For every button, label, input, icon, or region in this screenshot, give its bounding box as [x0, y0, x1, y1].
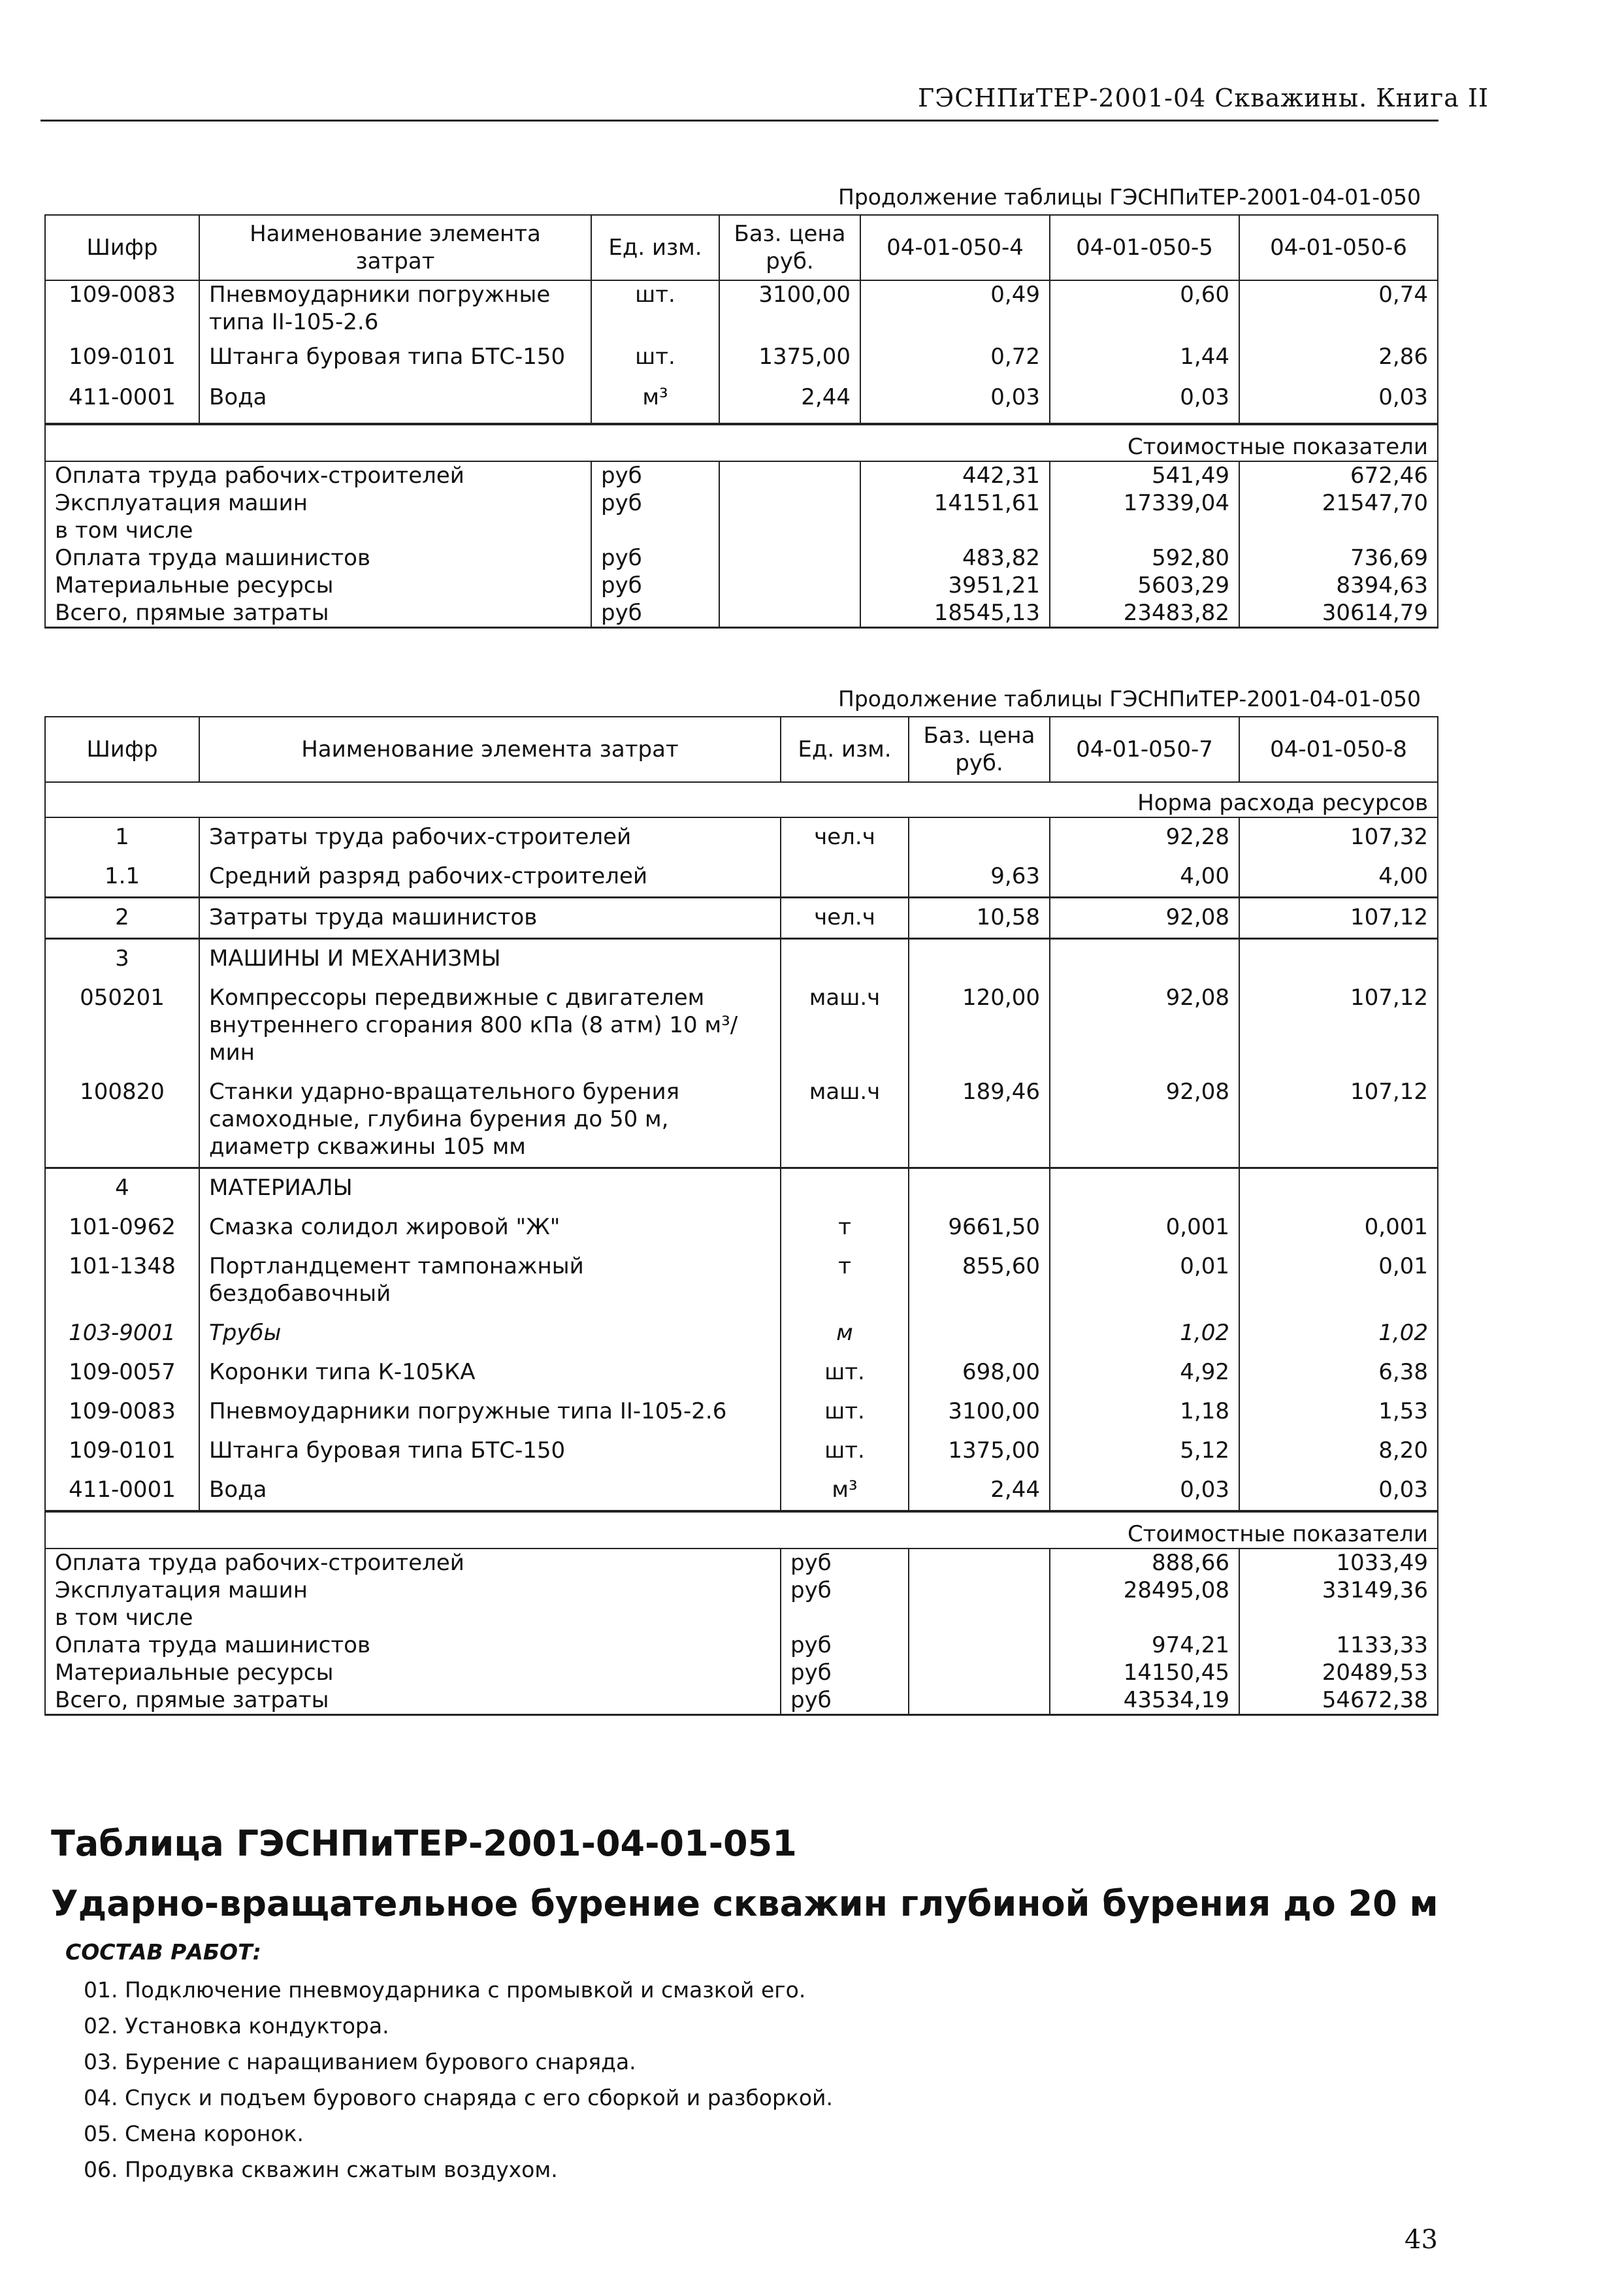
row-code: 109-0101 — [45, 1432, 199, 1471]
total-label: Всего, прямые затраты — [45, 1686, 781, 1715]
total-unit — [591, 517, 719, 544]
total-value: 3951,21 — [860, 572, 1050, 599]
total-label: Материальные ресурсы — [45, 572, 591, 599]
total-unit: руб — [591, 489, 719, 517]
total-label: Оплата труда рабочих-строителей — [45, 1548, 781, 1577]
row-value: 6,38 — [1239, 1353, 1438, 1392]
total-row — [45, 599, 1438, 628]
row-code: 1.1 — [45, 857, 199, 898]
works-item: 02. Установка кондуктора. — [84, 2013, 389, 2039]
row-value: 4,00 — [1239, 857, 1438, 898]
row-unit: чел.ч — [781, 817, 909, 857]
total-empty — [909, 1659, 1050, 1686]
row-value: 107,12 — [1239, 1073, 1438, 1168]
table1-header-row — [45, 215, 1438, 280]
row-value: 92,08 — [1050, 898, 1239, 939]
row-unit: шт. — [591, 343, 719, 384]
total-value: 33149,36 — [1239, 1577, 1438, 1604]
row-unit: т — [781, 1208, 909, 1247]
row-value: 8,20 — [1239, 1432, 1438, 1471]
row-unit — [781, 939, 909, 979]
row-name: Средний разряд рабочих-строителей — [199, 857, 781, 898]
total-label: Материальные ресурсы — [45, 1659, 781, 1686]
row-price: 10,58 — [909, 898, 1050, 939]
table-row — [45, 1353, 1438, 1392]
total-value: 14150,45 — [1050, 1659, 1239, 1686]
total-label: Оплата труда машинистов — [45, 1631, 781, 1659]
total-value — [1050, 517, 1239, 544]
total-value: 17339,04 — [1050, 489, 1239, 517]
total-row — [45, 517, 1438, 544]
row-value: 1,18 — [1050, 1392, 1239, 1432]
total-value: 1033,49 — [1239, 1548, 1438, 1577]
row-unit: чел.ч — [781, 898, 909, 939]
cost-header: Стоимостные показатели — [45, 1511, 1438, 1548]
row-name: МАТЕРИАЛЫ — [199, 1168, 781, 1209]
row-value: 5,12 — [1050, 1432, 1239, 1471]
cost-header: Стоимостные показатели — [45, 424, 1438, 461]
row-value: 0,03 — [1050, 384, 1239, 424]
total-unit: руб — [591, 599, 719, 628]
row-price: 855,60 — [909, 1247, 1050, 1314]
total-label: Всего, прямые затраты — [45, 599, 591, 628]
total-unit: руб — [781, 1631, 909, 1659]
row-value: 107,32 — [1239, 817, 1438, 857]
table-row — [45, 1392, 1438, 1432]
table-subtitle: Ударно-вращательное бурение скважин глубиной бурения до 20 м — [51, 1883, 1438, 1924]
row-value: 107,12 — [1239, 898, 1438, 939]
table-row — [45, 1208, 1438, 1247]
table-row — [45, 857, 1438, 898]
total-value: 23483,82 — [1050, 599, 1239, 628]
table-row — [45, 898, 1438, 939]
row-unit: маш.ч — [781, 1073, 909, 1168]
row-value: 92,08 — [1050, 979, 1239, 1073]
total-value — [1239, 517, 1438, 544]
page-number: 43 — [1405, 2225, 1438, 2255]
row-unit: м³ — [591, 384, 719, 424]
table-row — [45, 1247, 1438, 1314]
row-price: 3100,00 — [909, 1392, 1050, 1432]
total-unit: руб — [591, 544, 719, 572]
total-value: 8394,63 — [1239, 572, 1438, 599]
row-value: 1,53 — [1239, 1392, 1438, 1432]
row-unit: шт. — [781, 1392, 909, 1432]
row-name: Затраты труда рабочих-строителей — [199, 817, 781, 857]
total-value: 974,21 — [1050, 1631, 1239, 1659]
total-unit: руб — [591, 461, 719, 489]
works-item: 04. Спуск и подъем бурового снаряда с его сборкой и разборкой. — [84, 2085, 833, 2110]
cost-header-row — [45, 424, 1438, 461]
total-value: 672,46 — [1239, 461, 1438, 489]
total-row — [45, 572, 1438, 599]
row-code: 3 — [45, 939, 199, 979]
row-code: 411-0001 — [45, 384, 199, 424]
total-row — [45, 1548, 1438, 1577]
table1-continuation: Продолжение таблицы ГЭСНПиТЕР-2001-04-01-050 — [838, 184, 1421, 210]
col-header: Наименование элемента затрат — [199, 215, 591, 280]
total-value: 442,31 — [860, 461, 1050, 489]
row-price — [909, 817, 1050, 857]
row-name: Вода — [199, 1471, 781, 1511]
row-price: 1375,00 — [719, 343, 860, 384]
row-value: 0,60 — [1050, 280, 1239, 343]
row-name: Коронки типа К-105КА — [199, 1353, 781, 1392]
row-value: 2,86 — [1239, 343, 1438, 384]
row-unit: шт. — [591, 280, 719, 343]
row-price: 2,44 — [719, 384, 860, 424]
row-code: 4 — [45, 1168, 199, 1209]
table-row — [45, 384, 1438, 424]
total-row — [45, 489, 1438, 517]
row-value: 0,001 — [1239, 1208, 1438, 1247]
col-header: 04-01-050-7 — [1050, 717, 1239, 782]
col-header: 04-01-050-8 — [1239, 717, 1438, 782]
col-header: Баз. цена руб. — [719, 215, 860, 280]
row-code: 109-0083 — [45, 1392, 199, 1432]
table1-body — [45, 280, 1438, 424]
row-value: 0,03 — [1239, 1471, 1438, 1511]
total-label: Оплата труда машинистов — [45, 544, 591, 572]
total-empty — [719, 461, 860, 489]
row-unit: м³ — [781, 1471, 909, 1511]
row-value: 0,03 — [1050, 1471, 1239, 1511]
works-heading: СОСТАВ РАБОТ: — [65, 1939, 261, 1965]
total-value: 21547,70 — [1239, 489, 1438, 517]
col-header: Шифр — [45, 215, 199, 280]
row-value: 0,49 — [860, 280, 1050, 343]
total-empty — [909, 1631, 1050, 1659]
row-value: 0,001 — [1050, 1208, 1239, 1247]
total-row — [45, 1577, 1438, 1604]
row-value: 1,44 — [1050, 343, 1239, 384]
row-price: 1375,00 — [909, 1432, 1050, 1471]
row-unit: шт. — [781, 1432, 909, 1471]
col-header: Ед. изм. — [591, 215, 719, 280]
table-row — [45, 979, 1438, 1073]
table-row — [45, 817, 1438, 857]
row-value — [1050, 1168, 1239, 1209]
table-row — [45, 939, 1438, 979]
row-code: 411-0001 — [45, 1471, 199, 1511]
table-title: Таблица ГЭСНПиТЕР-2001-04-01-051 — [51, 1823, 797, 1864]
row-price — [909, 1168, 1050, 1209]
norm-header: Норма расхода ресурсов — [45, 782, 1438, 817]
row-price — [909, 1314, 1050, 1353]
total-row — [45, 1686, 1438, 1715]
total-unit: руб — [591, 572, 719, 599]
row-price: 120,00 — [909, 979, 1050, 1073]
col-header: Наименование элемента затрат — [199, 717, 781, 782]
col-header: Баз. цена руб. — [909, 717, 1050, 782]
total-value: 1133,33 — [1239, 1631, 1438, 1659]
cost-header-row — [45, 1511, 1438, 1548]
row-name: Портландцемент тампонажный бездобавочный — [199, 1247, 781, 1314]
total-label: в том числе — [45, 1604, 781, 1631]
total-value: 20489,53 — [1239, 1659, 1438, 1686]
total-row — [45, 461, 1438, 489]
row-code: 101-1348 — [45, 1247, 199, 1314]
row-value — [1239, 939, 1438, 979]
row-price: 9661,50 — [909, 1208, 1050, 1247]
row-value: 0,03 — [860, 384, 1050, 424]
row-value: 4,92 — [1050, 1353, 1239, 1392]
row-value: 0,01 — [1239, 1247, 1438, 1314]
row-value: 1,02 — [1239, 1314, 1438, 1353]
total-label: Эксплуатация машин — [45, 1577, 781, 1604]
row-name: Трубы — [199, 1314, 781, 1353]
row-name: Затраты труда машинистов — [199, 898, 781, 939]
row-value: 0,01 — [1050, 1247, 1239, 1314]
total-row — [45, 1604, 1438, 1631]
total-unit — [781, 1604, 909, 1631]
row-value: 92,28 — [1050, 817, 1239, 857]
row-value: 4,00 — [1050, 857, 1239, 898]
works-item: 05. Смена коронок. — [84, 2121, 304, 2146]
row-unit: т — [781, 1247, 909, 1314]
total-empty — [719, 599, 860, 628]
total-empty — [719, 544, 860, 572]
total-empty — [719, 517, 860, 544]
total-value — [1050, 1604, 1239, 1631]
row-price: 2,44 — [909, 1471, 1050, 1511]
row-code: 050201 — [45, 979, 199, 1073]
table-row — [45, 1432, 1438, 1471]
col-header: 04-01-050-5 — [1050, 215, 1239, 280]
total-value: 14151,61 — [860, 489, 1050, 517]
row-name: Штанга буровая типа БТС-150 — [199, 343, 591, 384]
table2-continuation: Продолжение таблицы ГЭСНПиТЕР-2001-04-01-050 — [838, 686, 1421, 712]
row-name: Компрессоры передвижные с двигателем внутреннего сгорания 800 кПа (8 атм) 10 м³/мин — [199, 979, 781, 1073]
total-empty — [719, 489, 860, 517]
row-code: 100820 — [45, 1073, 199, 1168]
row-name: Штанга буровая типа БТС-150 — [199, 1432, 781, 1471]
norm-header-row — [45, 782, 1438, 817]
works-item: 03. Бурение с наращиванием бурового снаряда. — [84, 2049, 636, 2074]
row-name: Вода — [199, 384, 591, 424]
total-empty — [909, 1686, 1050, 1715]
table2-header-row — [45, 717, 1438, 782]
total-unit: руб — [781, 1686, 909, 1715]
table-row — [45, 1471, 1438, 1511]
row-value: 107,12 — [1239, 979, 1438, 1073]
total-value: 18545,13 — [860, 599, 1050, 628]
header-rule — [41, 120, 1438, 122]
row-unit: шт. — [781, 1353, 909, 1392]
total-unit: руб — [781, 1659, 909, 1686]
total-label: Оплата труда рабочих-строителей — [45, 461, 591, 489]
row-code: 109-0083 — [45, 280, 199, 343]
table-row — [45, 1314, 1438, 1353]
table-row — [45, 1168, 1438, 1209]
col-header: Шифр — [45, 717, 199, 782]
total-value: 541,49 — [1050, 461, 1239, 489]
row-code: 109-0057 — [45, 1353, 199, 1392]
total-value: 30614,79 — [1239, 599, 1438, 628]
row-value: 1,02 — [1050, 1314, 1239, 1353]
table1 — [44, 214, 1438, 629]
table-row — [45, 343, 1438, 384]
total-value: 736,69 — [1239, 544, 1438, 572]
row-name: МАШИНЫ И МЕХАНИЗМЫ — [199, 939, 781, 979]
row-price: 189,46 — [909, 1073, 1050, 1168]
total-empty — [909, 1604, 1050, 1631]
total-empty — [909, 1548, 1050, 1577]
total-value: 483,82 — [860, 544, 1050, 572]
total-row — [45, 544, 1438, 572]
row-unit: м — [781, 1314, 909, 1353]
total-value: 592,80 — [1050, 544, 1239, 572]
row-code: 1 — [45, 817, 199, 857]
total-value: 888,66 — [1050, 1548, 1239, 1577]
total-label: Эксплуатация машин — [45, 489, 591, 517]
table-row — [45, 280, 1438, 343]
total-value: 54672,38 — [1239, 1686, 1438, 1715]
works-item: 06. Продувка скважин сжатым воздухом. — [84, 2157, 558, 2182]
col-header: 04-01-050-6 — [1239, 215, 1438, 280]
works-list — [84, 1972, 833, 2187]
row-code: 2 — [45, 898, 199, 939]
row-name: Пневмоударники погружные типа II-105-2.6 — [199, 280, 591, 343]
table2-body — [45, 817, 1438, 1511]
total-empty — [719, 572, 860, 599]
row-value: 92,08 — [1050, 1073, 1239, 1168]
table-row — [45, 1073, 1438, 1168]
row-value: 0,74 — [1239, 280, 1438, 343]
works-item: 01. Подключение пневмоударника с промывкой и смазкой его. — [84, 1977, 806, 2003]
total-value: 5603,29 — [1050, 572, 1239, 599]
table2 — [44, 716, 1438, 1716]
row-value: 0,72 — [860, 343, 1050, 384]
total-label: в том числе — [45, 517, 591, 544]
table2-totals — [45, 1548, 1438, 1715]
total-empty — [909, 1577, 1050, 1604]
row-code: 103-9001 — [45, 1314, 199, 1353]
total-value: 43534,19 — [1050, 1686, 1239, 1715]
row-price: 9,63 — [909, 857, 1050, 898]
row-name: Смазка солидол жировой "Ж" — [199, 1208, 781, 1247]
row-unit — [781, 1168, 909, 1209]
row-value — [1239, 1168, 1438, 1209]
row-unit: маш.ч — [781, 979, 909, 1073]
total-unit: руб — [781, 1577, 909, 1604]
row-unit — [781, 857, 909, 898]
total-row — [45, 1631, 1438, 1659]
col-header: Ед. изм. — [781, 717, 909, 782]
total-value: 28495,08 — [1050, 1577, 1239, 1604]
total-row — [45, 1659, 1438, 1686]
col-header: 04-01-050-4 — [860, 215, 1050, 280]
row-code: 101-0962 — [45, 1208, 199, 1247]
running-header: ГЭСНПиТЕР-2001-04 Скважины. Книга II — [918, 84, 1489, 112]
row-value: 0,03 — [1239, 384, 1438, 424]
row-price — [909, 939, 1050, 979]
row-value — [1050, 939, 1239, 979]
table1-totals — [45, 461, 1438, 628]
row-price: 3100,00 — [719, 280, 860, 343]
total-value — [1239, 1604, 1438, 1631]
row-code: 109-0101 — [45, 343, 199, 384]
row-name: Станки ударно-вращательного бурения самоходные, глубина бурения до 50 м, диаметр скважины 105 мм — [199, 1073, 781, 1168]
total-value — [860, 517, 1050, 544]
row-name: Пневмоударники погружные типа II-105-2.6 — [199, 1392, 781, 1432]
row-price: 698,00 — [909, 1353, 1050, 1392]
total-unit: руб — [781, 1548, 909, 1577]
